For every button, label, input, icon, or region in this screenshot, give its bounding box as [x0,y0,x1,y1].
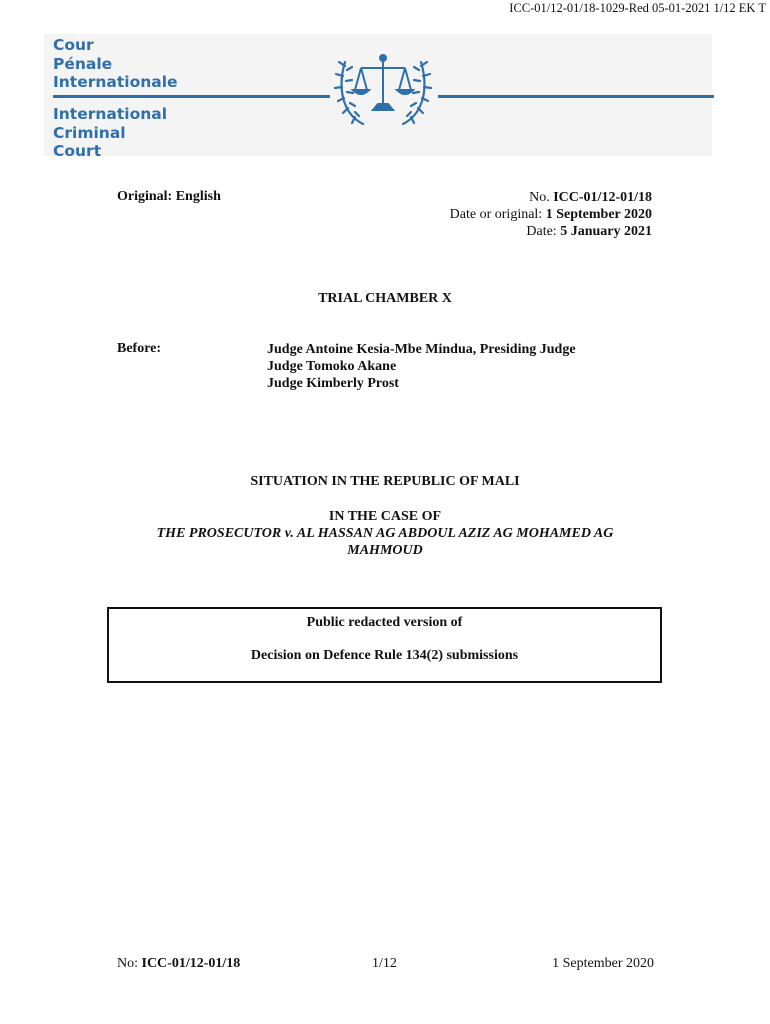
document-title: Decision on Defence Rule 134(2) submissions [250,648,519,663]
footer-page-number: 1/12 [372,956,397,971]
court-name-line: Criminal [53,123,126,142]
header-divider-right [438,95,714,98]
document-reference-stamp: ICC-01/12-01/18-1029-Red 05-01-2021 1/12 EK T [509,1,766,15]
case-parties-line: THE PROSECUTOR v. AL HASSAN AG ABDOUL AZIZ AG MOHAMED AG [156,526,614,541]
case-heading: IN THE CASE OF [328,509,442,524]
document-version: Public redacted version of [306,615,463,630]
judge-name: Judge Antoine Kesia-Mbe Mindua, Presiding Judge [267,342,576,357]
footer-case-number [117,956,240,972]
document-title-box [107,607,662,683]
scales-of-justice-icon [333,44,433,130]
judge-name: Judge Kimberly Prost [267,376,399,391]
court-name-english [53,105,167,161]
header-divider-left [53,95,330,98]
court-name-line: Internationale [53,73,178,91]
before-label: Before: [117,341,162,356]
case-number: ICC-01/12-01/18 [553,190,652,205]
case-title [0,508,770,559]
situation-title: SITUATION IN THE REPUBLIC OF MALI [250,474,520,489]
court-name-line: Court [53,142,102,160]
judges-list [267,341,576,392]
original-language: Original: English [117,189,221,204]
case-metadata [450,189,652,240]
court-name-french [53,36,178,92]
footer-date: 1 September 2020 [552,956,654,971]
court-name-line: International [53,105,168,123]
court-name-line: Cour [53,36,94,54]
original-date-label: Date or original: [449,207,546,222]
original-date: 1 September 2020 [545,207,652,222]
original-date-line [450,206,652,223]
case-number-line [450,189,652,206]
date-label: Date: [526,224,561,239]
footer-case-number-label: No: [117,956,142,971]
court-name-line: Pénale [53,54,113,73]
chamber-title: TRIAL CHAMBER X [318,291,452,306]
date-line [450,223,652,240]
date: 5 January 2021 [560,224,652,239]
case-number-label: No. [529,190,554,205]
footer-case-number-value: ICC-01/12-01/18 [141,956,241,971]
case-parties-line: MAHMOUD [347,543,423,558]
judge-name: Judge Tomoko Akane [267,359,397,374]
